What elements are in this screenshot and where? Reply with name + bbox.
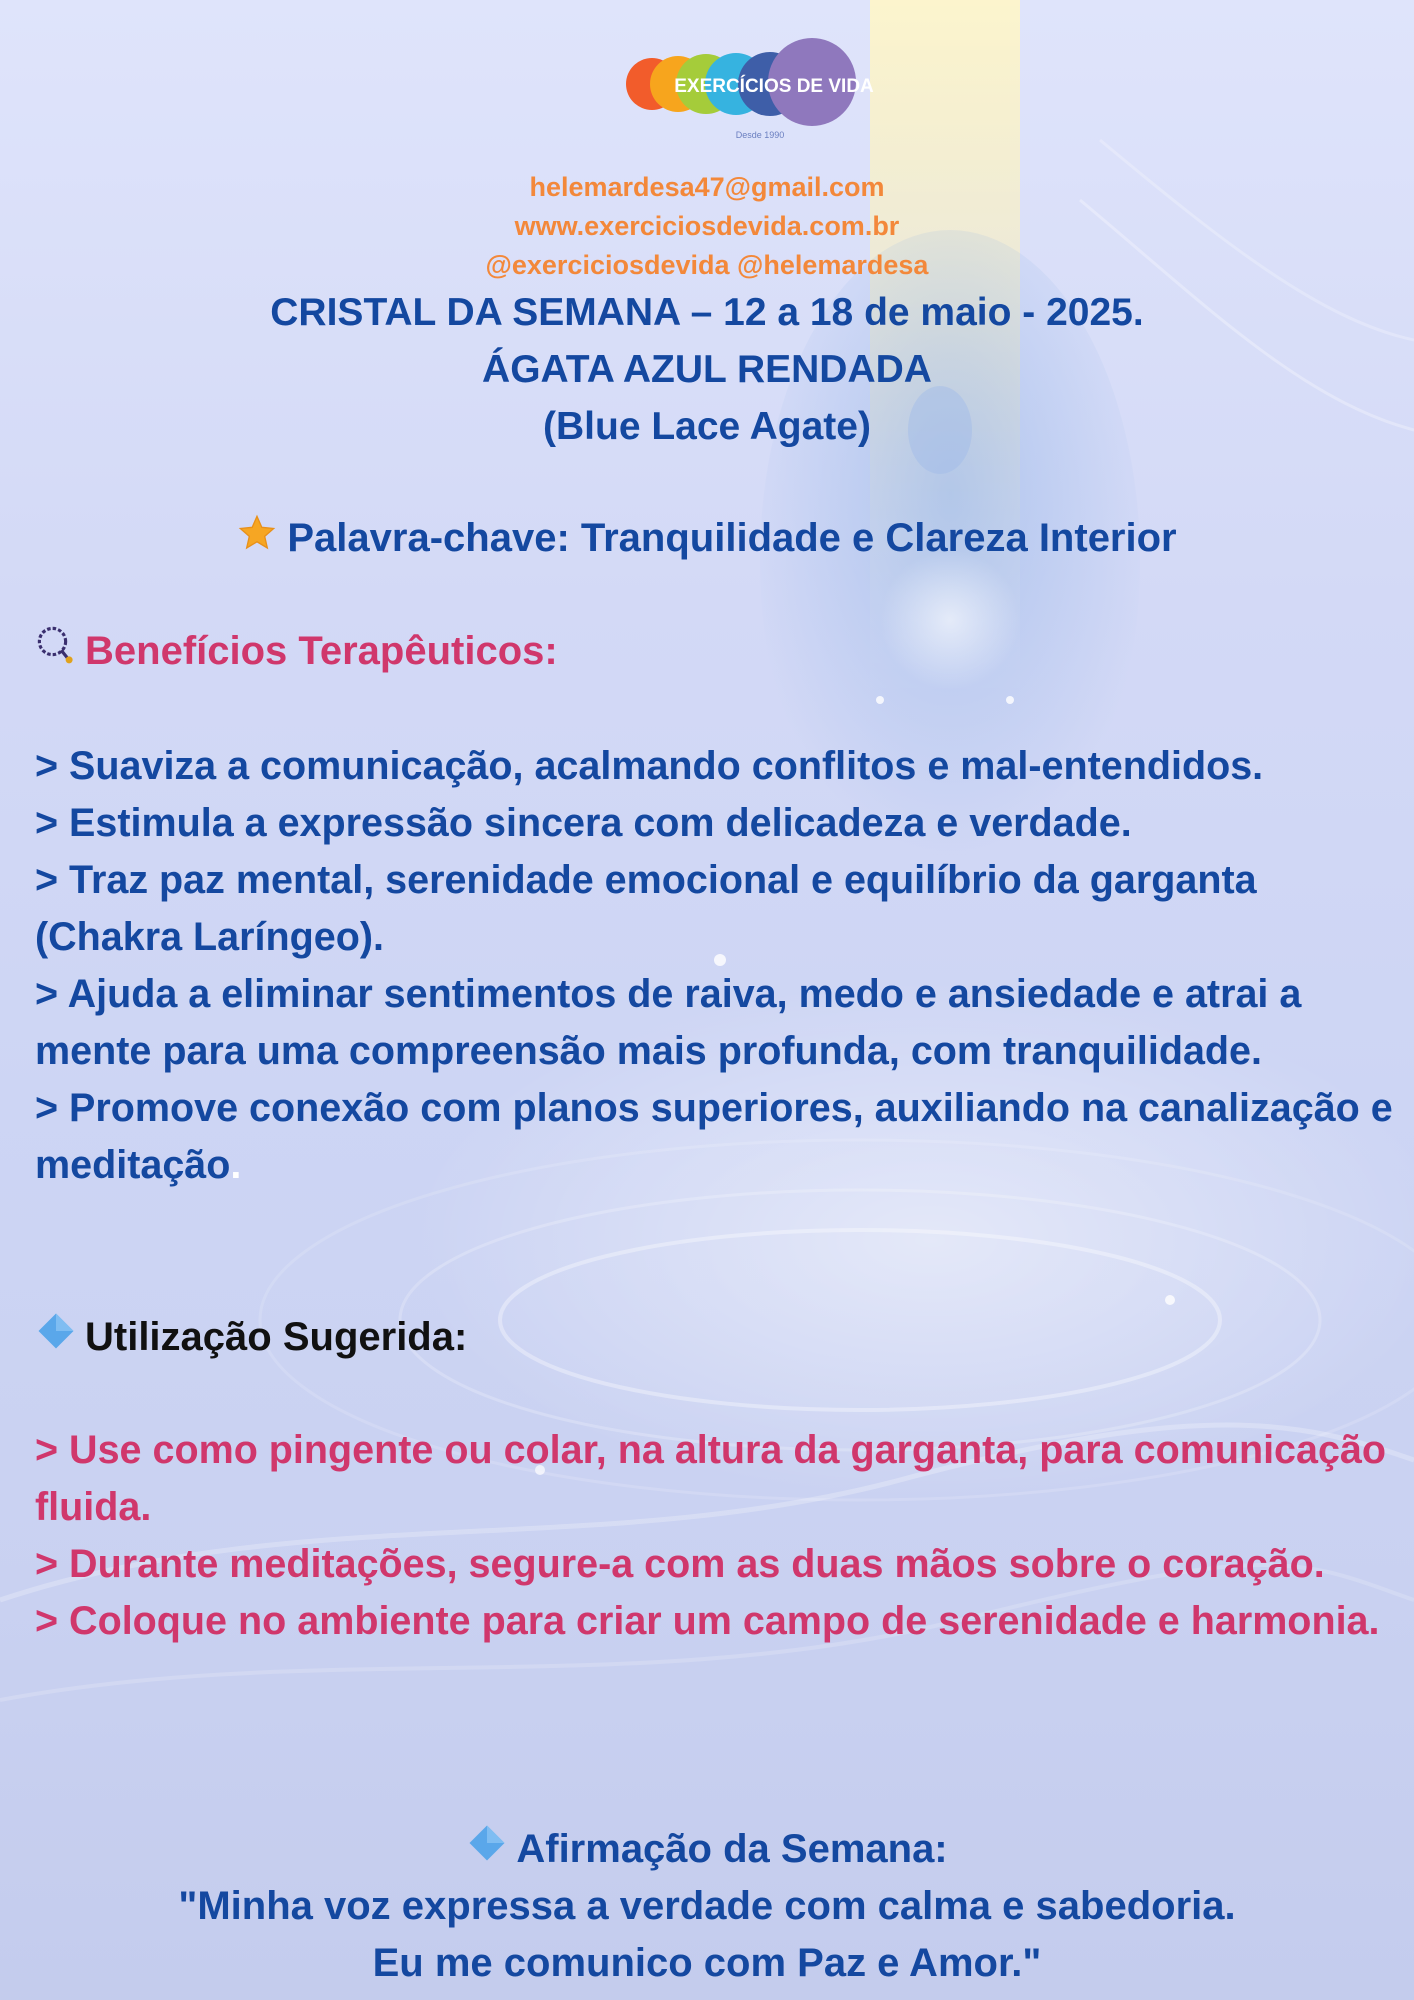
contact-website[interactable]: www.exerciciosdevida.com.br	[514, 211, 900, 241]
list-item-text: > Promove conexão com planos superiores, auxiliando na canalização e meditação	[35, 1086, 1393, 1187]
crystal-english-name: (Blue Lace Agate)	[543, 405, 871, 448]
benefits-list	[35, 738, 1405, 1194]
list-item	[35, 1080, 1405, 1194]
affirmation-heading-text: Afirmação da Semana:	[516, 1827, 948, 1871]
contact-block	[0, 168, 1414, 285]
title-block	[0, 284, 1414, 455]
page-title: CRISTAL DA SEMANA – 12 a 18 de maio - 2025.	[270, 291, 1144, 334]
contact-email[interactable]: helemardesa47@gmail.com	[529, 172, 885, 202]
usage-list	[35, 1422, 1405, 1650]
brand-logo	[622, 34, 902, 146]
affirmation-quote	[0, 1878, 1414, 1992]
keyword-line	[0, 508, 1414, 570]
affirmation-line-1: "Minha voz expressa a verdade com calma e sabedoria.	[178, 1884, 1236, 1928]
star-icon	[237, 510, 277, 570]
beads-icon	[35, 624, 77, 682]
logo-text: EXERCÍCIOS DE VIDA	[674, 76, 874, 97]
usage-heading	[35, 1308, 467, 1368]
list-item: > Use como pingente ou colar, na altura da garganta, para comunicação fluida.	[35, 1428, 1387, 1529]
list-item: > Ajuda a eliminar sentimentos de raiva, medo e ansiedade e atrai a mente para uma compreensão mais profunda, com tranquilidade.	[35, 972, 1302, 1073]
list-item: > Durante meditações, segure-a com as duas mãos sobre o coração.	[35, 1542, 1325, 1586]
blue-diamond-icon	[35, 1310, 77, 1368]
list-item-tail: .	[230, 1143, 242, 1187]
affirmation-line-2: Eu me comunico com Paz e Amor."	[372, 1941, 1042, 1985]
usage-heading-text: Utilização Sugerida:	[85, 1315, 468, 1359]
benefits-heading	[35, 622, 558, 682]
list-item: > Suaviza a comunicação, acalmando conflitos e mal-entendidos.	[35, 744, 1264, 788]
blue-diamond-icon	[466, 1822, 508, 1880]
benefits-heading-text: Benefícios Terapêuticos:	[85, 629, 558, 673]
list-item: > Traz paz mental, serenidade emocional e equilíbrio da garganta (Chakra Laríngeo).	[35, 858, 1257, 959]
list-item: > Estimula a expressão sincera com delicadeza e verdade.	[35, 801, 1132, 845]
contact-social: @exerciciosdevida @helemardesa	[485, 250, 929, 280]
logo-tagline: Desde 1990	[735, 130, 785, 140]
affirmation-heading	[0, 1820, 1414, 1880]
crystal-name: ÁGATA AZUL RENDADA	[482, 348, 932, 391]
list-item: > Coloque no ambiente para criar um campo de serenidade e harmonia.	[35, 1599, 1380, 1643]
keyword-text: Palavra-chave: Tranquilidade e Clareza Interior	[287, 516, 1177, 560]
